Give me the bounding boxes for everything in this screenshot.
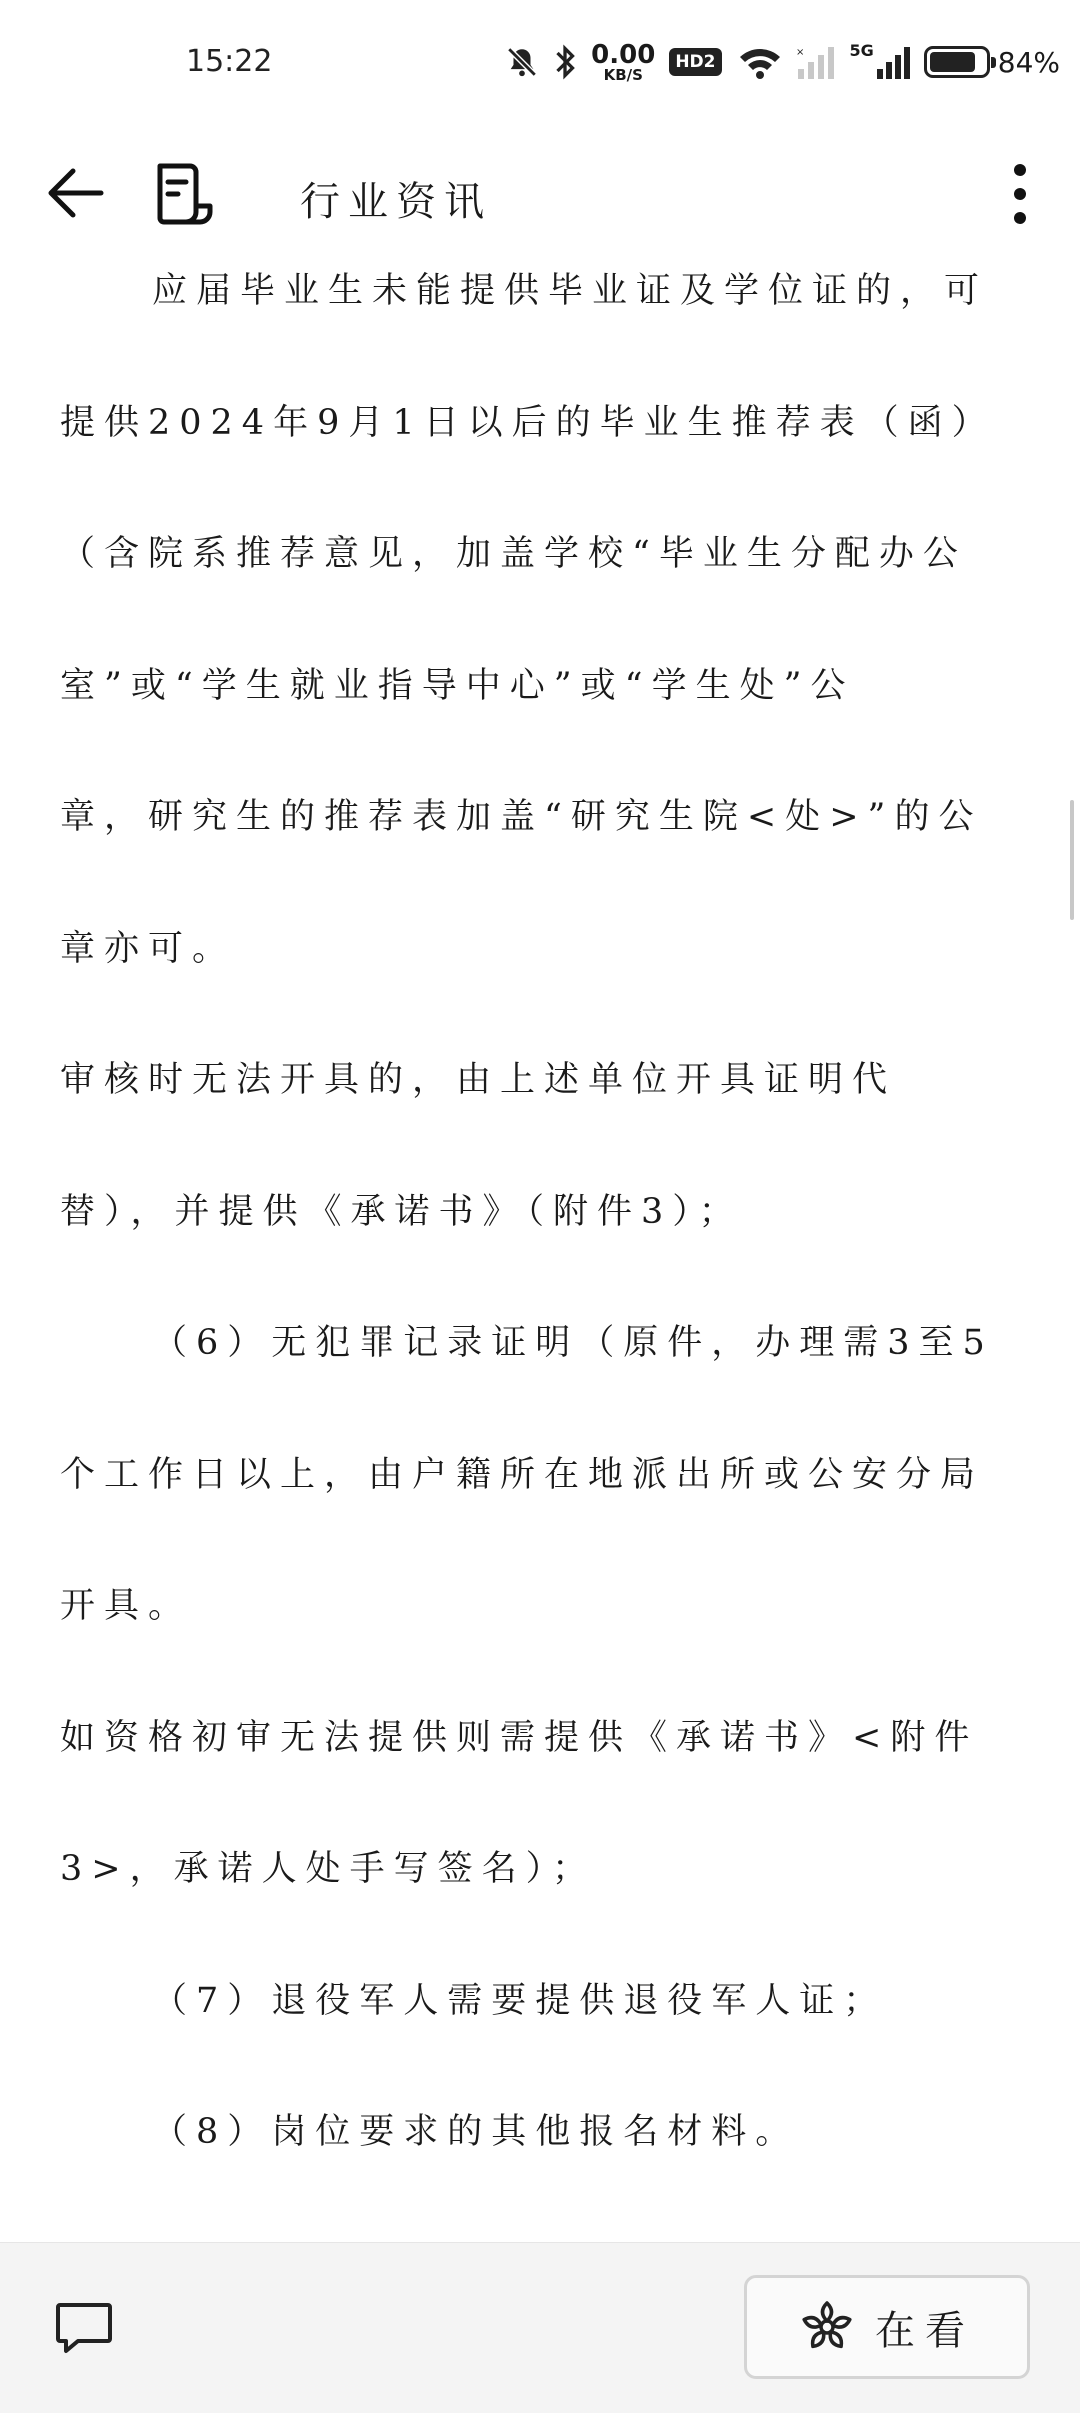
flower-icon	[799, 2299, 855, 2355]
bottom-bar	[0, 2242, 1080, 2413]
article-line: 应届毕业生未能提供毕业证及学位证的，可	[152, 271, 989, 311]
article-line: 章，研究生的推荐表加盖“研究生院<处>”的公	[60, 797, 983, 837]
article-line: 3>，承诺人处手写签名）；	[60, 1849, 597, 1889]
net-speed-unit: KB/S	[603, 65, 643, 84]
article-line: 章亦可。	[60, 928, 237, 969]
status-time: 15:22	[186, 44, 273, 79]
article-line: （7）退役军人需要提供退役军人证；	[152, 1980, 888, 2021]
signal-icon	[876, 45, 910, 79]
more-vert-icon	[1010, 162, 1030, 226]
wifi-icon	[738, 45, 782, 79]
document-icon	[154, 162, 216, 226]
signal-icon-empty	[796, 45, 836, 79]
signal-5g-label: 5G	[849, 40, 874, 60]
svg-text:×: ×	[795, 47, 804, 58]
comment-button[interactable]	[54, 2299, 114, 2359]
article-line: （含院系推荐意见，加盖学校“毕业生分配办公	[60, 534, 967, 574]
battery-icon	[924, 46, 990, 78]
battery-fill	[930, 52, 975, 72]
article-line: 如资格初审无法提供则需提供《承诺书》<附件	[60, 1717, 979, 1758]
back-button[interactable]	[40, 158, 110, 228]
article-line: 室”或“学生就业指导中心”或“学生处”公	[60, 665, 855, 706]
status-icons	[505, 34, 1080, 90]
battery-percent: 84%	[997, 45, 1060, 79]
page-title: 行业资讯	[300, 178, 492, 225]
net-speed	[591, 39, 656, 84]
zaikan-button[interactable]	[744, 2275, 1030, 2379]
article-line: （6）无犯罪记录证明（原件，办理需3至5	[152, 1323, 994, 1363]
comment-icon	[54, 2299, 114, 2359]
article-line: 开具。	[60, 1586, 193, 1626]
zaikan-label: 在看	[875, 2307, 975, 2354]
status-bar	[0, 0, 1080, 128]
article-body	[60, 226, 1020, 2244]
article-line: 提供2024年9月1日以后的毕业生推荐表（函）	[60, 402, 996, 443]
article-line: （8）岗位要求的其他报名材料。	[152, 2112, 800, 2152]
back-arrow-icon	[45, 167, 105, 219]
scrollbar-thumb[interactable]	[1070, 800, 1074, 920]
hd-badge: HD2	[669, 48, 721, 76]
mute-bell-icon	[505, 45, 539, 79]
article-line: 替），并提供《承诺书》（附件3）；	[60, 1191, 743, 1232]
article-line: 审核时无法开具的，由上述单位开具证明代	[60, 1060, 897, 1100]
net-speed-value: 0.00	[591, 39, 656, 70]
more-button[interactable]	[990, 152, 1050, 236]
article-line: 个工作日以上，由户籍所在地派出所或公安分局	[60, 1454, 985, 1495]
document-button[interactable]	[150, 156, 220, 232]
bluetooth-icon	[553, 44, 577, 80]
